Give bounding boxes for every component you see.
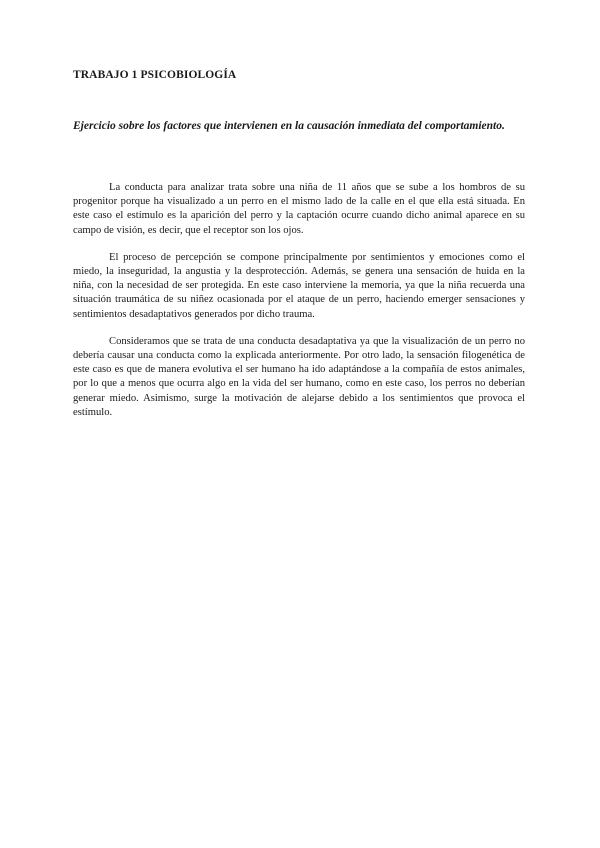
document-title: TRABAJO 1 PSICOBIOLOGÍA [73, 69, 237, 81]
document-body [73, 181, 525, 433]
paragraph-1: La conducta para analizar trata sobre una niña de 11 años que se sube a los hombros de su progenitor porque ha visualizado a un perro en el mismo lado de la calle en el que ella está situada. En este caso el estímulo es la aparición del perro y la captación ocurre cuando dicho animal aparece en su campo de visión, es decir, que el receptor son los ojos. [73, 182, 525, 236]
document-subtitle: Ejercicio sobre los factores que intervienen en la causación inmediata del comportamiento. [73, 120, 505, 132]
paragraph-3: Consideramos que se trata de una conducta desadaptativa ya que la visualización de un perro no debería causar una conducta como la explicada anteriormente. Por otro lado, la sensación filogenética de este caso es que de manera evolutiva el ser humano ha ido adaptándose a la compañía de estos animales, por lo que a menos que ocurra algo en la vida del ser humano, como en este caso, los perros no deberían generar miedo. Asimismo, surge la motivación de alejarse debido a los sentimientos que provoca el estímulo. [73, 335, 525, 418]
paragraph-2: El proceso de percepción se compone principalmente por sentimientos y emociones como el miedo, la inseguridad, la angustia y la desprotección. Además, se genera una sensación de huida en la niña, con la necesidad de ser protegida. En este caso interviene la memoria, ya que la niña recuerda una situación traumática de su niñez ocasionada por el ataque de un perro, haciendo emerger sensaciones y sentimientos desadaptativos generados por dicho trauma. [73, 251, 525, 320]
